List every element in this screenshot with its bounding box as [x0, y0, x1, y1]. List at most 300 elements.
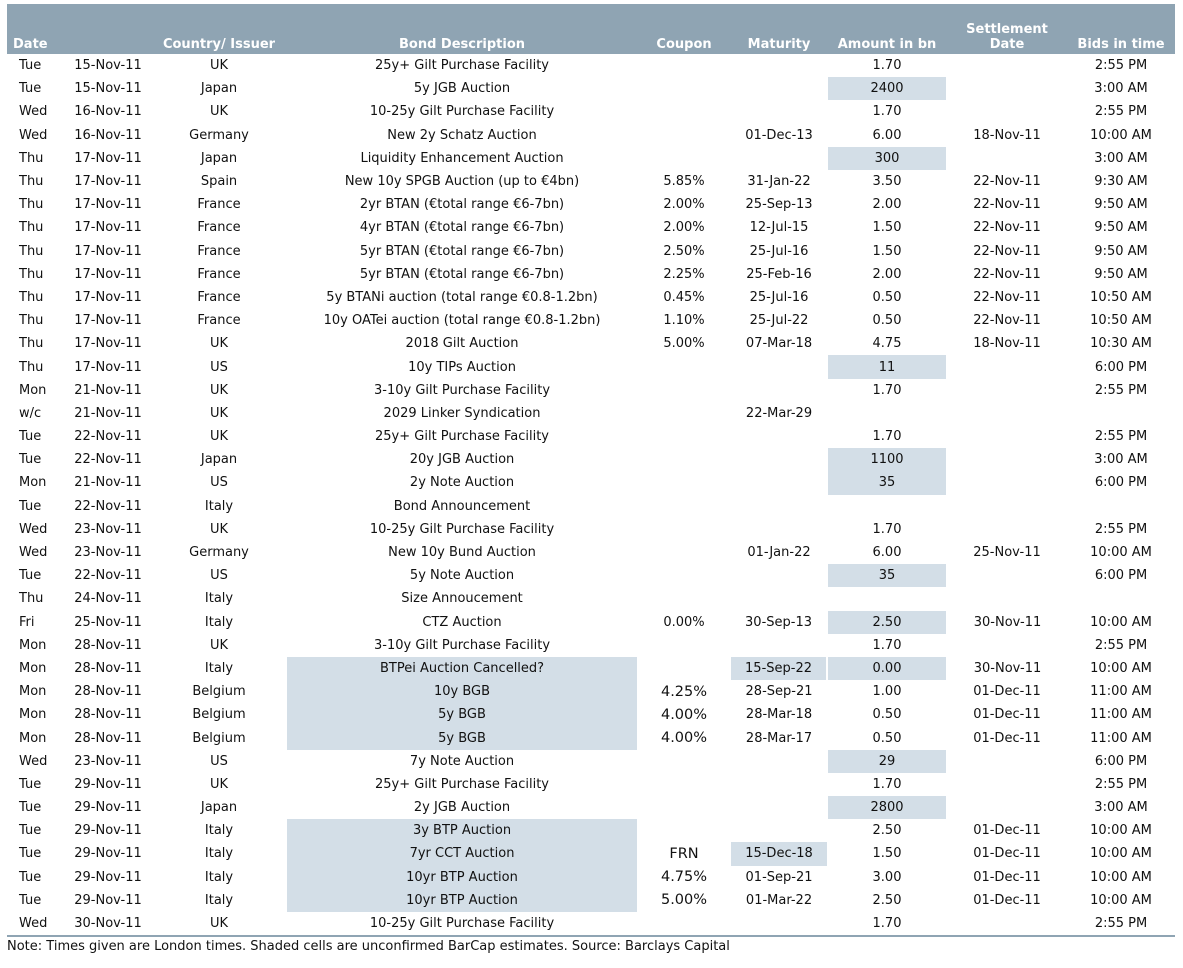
- cell-issuer: France: [197, 220, 241, 236]
- cell-issuer: Italy: [204, 591, 234, 607]
- cell-description: 10-25y Gilt Purchase Facility: [369, 521, 555, 537]
- cell-maturity: [731, 750, 827, 773]
- cell-day: Tue: [19, 568, 42, 584]
- cell-amount: 1.70: [872, 429, 902, 445]
- cell-settlement: 22-Nov-11: [973, 243, 1041, 259]
- cell-description: 7y Note Auction: [409, 753, 515, 769]
- cell-day: Tue: [19, 823, 42, 839]
- cell-bids-time: 2:55 PM: [1094, 382, 1148, 398]
- cell-day: Thu: [19, 591, 44, 607]
- cell-bids-time: 3:00 AM: [1094, 150, 1148, 166]
- cell-maturity: [731, 773, 827, 796]
- cell-amount: 0.50: [872, 730, 902, 746]
- cell-issuer: Italy: [204, 823, 234, 839]
- cell-issuer: France: [197, 197, 241, 213]
- table-row: [7, 332, 1175, 355]
- cell-amount: [827, 495, 947, 518]
- cell-bids-time: 9:30 AM: [1094, 174, 1148, 190]
- cell-coupon: [637, 796, 731, 819]
- cell-bids-time: [1067, 402, 1175, 425]
- cell-maturity: 22-Mar-29: [745, 405, 813, 421]
- cell-day: Tue: [19, 800, 42, 816]
- cell-maturity: [731, 912, 827, 935]
- cell-settlement: [947, 355, 1067, 378]
- cell-bids-time: 2:55 PM: [1094, 58, 1148, 74]
- table-row: [7, 912, 1175, 935]
- cell-description: 10y OATei auction (total range €0.8-1.2bn): [323, 313, 601, 329]
- table-row: [7, 425, 1175, 448]
- cell-day: Tue: [19, 498, 42, 514]
- cell-bids-time: 6:00 PM: [1094, 568, 1148, 584]
- cell-settlement: [947, 471, 1067, 494]
- cell-day: Tue: [19, 58, 42, 74]
- cell-issuer: UK: [209, 637, 229, 653]
- cell-day: Thu: [19, 150, 44, 166]
- table-row: [7, 240, 1175, 263]
- cell-maturity: 01-Dec-13: [745, 127, 813, 143]
- cell-issuer: Belgium: [192, 684, 246, 700]
- cell-coupon: [637, 587, 731, 610]
- cell-bids-time: 2:55 PM: [1094, 104, 1148, 120]
- cell-maturity: 15-Sep-22: [731, 657, 827, 680]
- cell-maturity: 15-Dec-18: [731, 842, 827, 865]
- cell-maturity: [731, 796, 827, 819]
- cell-description: New 2y Schatz Auction: [387, 127, 537, 143]
- cell-settlement: [947, 518, 1067, 541]
- cell-settlement: [947, 448, 1067, 471]
- cell-amount: 1.70: [872, 104, 902, 120]
- cell-maturity: 25-Feb-16: [746, 266, 812, 282]
- table-row: [7, 703, 1175, 726]
- cell-date: 17-Nov-11: [74, 266, 142, 282]
- cell-day: Thu: [19, 266, 44, 282]
- cell-settlement: [947, 796, 1067, 819]
- cell-settlement: 18-Nov-11: [973, 336, 1041, 352]
- cell-maturity: 07-Mar-18: [745, 336, 813, 352]
- cell-date: 29-Nov-11: [74, 869, 142, 885]
- cell-coupon: FRN: [669, 845, 699, 862]
- cell-description: Bond Announcement: [393, 498, 531, 514]
- cell-description: 25y+ Gilt Purchase Facility: [375, 776, 549, 792]
- cell-bids-time: 10:00 AM: [1090, 614, 1152, 630]
- table-row: [7, 657, 1175, 680]
- cell-amount: 3.00: [872, 869, 902, 885]
- cell-amount: 0.50: [872, 289, 902, 305]
- cell-bids-time: 6:00 PM: [1094, 753, 1148, 769]
- cell-description: 5y BGB: [287, 726, 637, 749]
- cell-amount: 300: [827, 147, 947, 170]
- cell-amount: 11: [827, 355, 947, 378]
- cell-maturity: [731, 54, 827, 77]
- cell-date: 17-Nov-11: [74, 313, 142, 329]
- cell-bids-time: 3:00 AM: [1094, 452, 1148, 468]
- cell-issuer: Japan: [200, 800, 238, 816]
- cell-issuer: Spain: [200, 174, 238, 190]
- header-date: Date: [7, 8, 151, 54]
- table-bottom-rule: [7, 935, 1175, 937]
- cell-maturity: [731, 587, 827, 610]
- cell-bids-time: 10:00 AM: [1090, 660, 1152, 676]
- cell-day: Fri: [19, 614, 35, 630]
- cell-issuer: Italy: [204, 614, 234, 630]
- cell-bids-time: 10:50 AM: [1090, 313, 1152, 329]
- header-issuer: Country/ Issuer: [151, 8, 287, 54]
- table-row: [7, 147, 1175, 170]
- table-row: [7, 541, 1175, 564]
- table-row: [7, 286, 1175, 309]
- cell-issuer: Italy: [204, 846, 234, 862]
- cell-maturity: 12-Jul-15: [749, 220, 809, 236]
- cell-coupon: 5.00%: [663, 336, 705, 352]
- cell-coupon: [637, 425, 731, 448]
- table-row: [7, 611, 1175, 634]
- table-row: [7, 263, 1175, 286]
- table-row: [7, 564, 1175, 587]
- cell-amount: 1.70: [872, 382, 902, 398]
- cell-day: Mon: [19, 660, 47, 676]
- table-row: [7, 587, 1175, 610]
- cell-day: Thu: [19, 359, 44, 375]
- cell-coupon: [637, 448, 731, 471]
- cell-maturity: [731, 495, 827, 518]
- cell-amount: 1.70: [872, 58, 902, 74]
- cell-day: Tue: [19, 429, 42, 445]
- cell-description: 5y Note Auction: [409, 568, 515, 584]
- cell-issuer: Italy: [204, 660, 234, 676]
- cell-day: Wed: [19, 127, 48, 143]
- cell-amount: 2.50: [872, 892, 902, 908]
- cell-day: Tue: [19, 452, 42, 468]
- cell-issuer: US: [210, 568, 228, 584]
- cell-description: BTPei Auction Cancelled?: [287, 657, 637, 680]
- cell-description: 10y BGB: [287, 680, 637, 703]
- cell-settlement: [947, 402, 1067, 425]
- cell-bids-time: 2:55 PM: [1094, 521, 1148, 537]
- cell-issuer: Belgium: [192, 730, 246, 746]
- cell-amount: 29: [827, 750, 947, 773]
- cell-date: 30-Nov-11: [74, 916, 142, 932]
- cell-coupon: [637, 773, 731, 796]
- table-header: [7, 8, 1175, 54]
- cell-description: Liquidity Enhancement Auction: [360, 150, 564, 166]
- table-row: [7, 379, 1175, 402]
- cell-maturity: [731, 564, 827, 587]
- table-row: [7, 402, 1175, 425]
- cell-maturity: 25-Jul-22: [749, 313, 809, 329]
- cell-day: Wed: [19, 545, 48, 561]
- cell-description: 5yr BTAN (€total range €6-7bn): [359, 243, 565, 259]
- cell-description: 2y JGB Auction: [413, 800, 511, 816]
- cell-maturity: [731, 425, 827, 448]
- cell-settlement: [947, 100, 1067, 123]
- cell-amount: 6.00: [872, 545, 902, 561]
- cell-maturity: 01-Mar-22: [745, 892, 813, 908]
- table-row: [7, 54, 1175, 77]
- cell-maturity: 01-Sep-21: [745, 869, 813, 885]
- cell-settlement: 22-Nov-11: [973, 174, 1041, 190]
- table-row: [7, 170, 1175, 193]
- cell-coupon: 0.00%: [663, 614, 705, 630]
- cell-coupon: 1.10%: [663, 313, 705, 329]
- cell-coupon: 5.85%: [663, 174, 705, 190]
- cell-coupon: [637, 634, 731, 657]
- cell-amount: 1.00: [872, 684, 902, 700]
- cell-settlement: 01-Dec-11: [973, 707, 1041, 723]
- cell-settlement: [947, 495, 1067, 518]
- cell-description: Size Annoucement: [401, 591, 523, 607]
- cell-bids-time: 3:00 AM: [1094, 81, 1148, 97]
- cell-maturity: 28-Sep-21: [745, 684, 813, 700]
- cell-date: 23-Nov-11: [74, 521, 142, 537]
- cell-coupon: 2.50%: [663, 243, 705, 259]
- cell-settlement: 01-Dec-11: [973, 823, 1041, 839]
- table-row: [7, 100, 1175, 123]
- header-description: Bond Description: [287, 8, 637, 54]
- header-bids-time: Bids in time: [1067, 8, 1175, 54]
- cell-description: 2018 Gilt Auction: [405, 336, 519, 352]
- table-row: [7, 842, 1175, 865]
- cell-issuer: UK: [209, 916, 229, 932]
- cell-description: 3y BTP Auction: [287, 819, 637, 842]
- cell-amount: 2400: [827, 77, 947, 100]
- cell-date: 29-Nov-11: [74, 823, 142, 839]
- cell-settlement: 30-Nov-11: [973, 660, 1042, 676]
- cell-day: Thu: [19, 220, 44, 236]
- cell-coupon: [637, 379, 731, 402]
- table-row: [7, 471, 1175, 494]
- cell-date: 28-Nov-11: [74, 707, 142, 723]
- cell-date: 23-Nov-11: [74, 753, 142, 769]
- cell-amount: 1.70: [872, 521, 902, 537]
- cell-settlement: 01-Dec-11: [973, 730, 1041, 746]
- cell-bids-time: 10:00 AM: [1090, 869, 1152, 885]
- table-row: [7, 518, 1175, 541]
- cell-amount: 2.00: [872, 197, 902, 213]
- cell-day: Wed: [19, 104, 48, 120]
- cell-day: Thu: [19, 174, 44, 190]
- cell-maturity: 28-Mar-18: [745, 707, 813, 723]
- cell-settlement: [947, 564, 1067, 587]
- table-row: [7, 448, 1175, 471]
- cell-description: 2029 Linker Syndication: [383, 405, 541, 421]
- cell-day: Thu: [19, 197, 44, 213]
- cell-date: 28-Nov-11: [74, 660, 142, 676]
- cell-issuer: Japan: [200, 150, 238, 166]
- cell-issuer: UK: [209, 429, 229, 445]
- cell-amount: [827, 587, 947, 610]
- cell-settlement: [947, 587, 1067, 610]
- cell-issuer: France: [197, 266, 241, 282]
- cell-maturity: [731, 100, 827, 123]
- cell-day: Mon: [19, 637, 47, 653]
- cell-day: Mon: [19, 684, 47, 700]
- cell-bids-time: 10:50 AM: [1090, 289, 1152, 305]
- cell-description: 25y+ Gilt Purchase Facility: [375, 58, 549, 74]
- header-settlement: Settlement Date: [947, 8, 1067, 54]
- cell-date: 29-Nov-11: [74, 892, 142, 908]
- cell-date: 28-Nov-11: [74, 730, 142, 746]
- cell-settlement: 01-Dec-11: [973, 846, 1041, 862]
- cell-settlement: [947, 750, 1067, 773]
- cell-date: 17-Nov-11: [74, 174, 142, 190]
- cell-date: 29-Nov-11: [74, 776, 142, 792]
- cell-settlement: [947, 147, 1067, 170]
- cell-settlement: [947, 54, 1067, 77]
- cell-amount: 1.70: [872, 776, 902, 792]
- cell-bids-time: 2:55 PM: [1094, 776, 1148, 792]
- cell-coupon: [637, 402, 731, 425]
- cell-description: 20y JGB Auction: [409, 452, 515, 468]
- cell-date: 16-Nov-11: [74, 127, 142, 143]
- cell-coupon: [637, 564, 731, 587]
- cell-description: 4yr BTAN (€total range €6-7bn): [359, 220, 565, 236]
- cell-issuer: Japan: [200, 81, 238, 97]
- cell-date: 22-Nov-11: [74, 568, 142, 584]
- cell-date: 22-Nov-11: [74, 429, 142, 445]
- cell-amount: 6.00: [872, 127, 902, 143]
- cell-settlement: [947, 773, 1067, 796]
- cell-date: 15-Nov-11: [74, 81, 142, 97]
- cell-amount: 2.50: [827, 611, 947, 634]
- header-maturity: Maturity: [731, 8, 827, 54]
- cell-maturity: [731, 379, 827, 402]
- cell-date: 22-Nov-11: [74, 498, 142, 514]
- cell-date: 17-Nov-11: [74, 336, 142, 352]
- cell-day: w/c: [19, 405, 42, 421]
- cell-amount: 0.00: [827, 657, 947, 680]
- cell-bids-time: 10:30 AM: [1090, 336, 1152, 352]
- cell-maturity: 30-Sep-13: [745, 614, 812, 630]
- cell-coupon: [637, 819, 731, 842]
- cell-bids-time: 3:00 AM: [1094, 800, 1148, 816]
- cell-issuer: UK: [209, 382, 229, 398]
- cell-issuer: France: [197, 243, 241, 259]
- cell-coupon: 4.00%: [660, 706, 708, 723]
- cell-bids-time: 2:55 PM: [1094, 637, 1148, 653]
- cell-issuer: UK: [209, 58, 229, 74]
- cell-day: Mon: [19, 730, 47, 746]
- cell-amount: 35: [827, 471, 947, 494]
- cell-description: 5y BGB: [287, 703, 637, 726]
- cell-maturity: 31-Jan-22: [747, 174, 811, 190]
- table-row: [7, 634, 1175, 657]
- cell-amount: 1100: [827, 448, 947, 471]
- cell-settlement: 22-Nov-11: [973, 266, 1041, 282]
- auction-table: [7, 8, 1175, 935]
- cell-amount: 0.50: [872, 707, 902, 723]
- cell-description: 7yr CCT Auction: [287, 842, 637, 865]
- cell-description: 3-10y Gilt Purchase Facility: [373, 382, 551, 398]
- cell-description: 5yr BTAN (€total range €6-7bn): [359, 266, 565, 282]
- cell-coupon: 4.00%: [660, 730, 708, 747]
- cell-bids-time: 11:00 AM: [1090, 684, 1152, 700]
- cell-day: Thu: [19, 336, 44, 352]
- cell-bids-time: 6:00 PM: [1094, 359, 1148, 375]
- cell-day: Thu: [19, 313, 44, 329]
- cell-date: 21-Nov-11: [74, 475, 142, 491]
- cell-maturity: 28-Mar-17: [745, 730, 813, 746]
- cell-day: Mon: [19, 382, 47, 398]
- cell-maturity: [731, 634, 827, 657]
- cell-description: CTZ Auction: [422, 614, 502, 630]
- cell-amount: 4.75: [872, 336, 902, 352]
- cell-day: Mon: [19, 707, 47, 723]
- cell-settlement: 30-Nov-11: [973, 614, 1042, 630]
- cell-date: 17-Nov-11: [74, 359, 142, 375]
- cell-date: 29-Nov-11: [74, 846, 142, 862]
- cell-date: 22-Nov-11: [74, 452, 142, 468]
- cell-settlement: 22-Nov-11: [973, 220, 1041, 236]
- table-row: [7, 216, 1175, 239]
- table-row: [7, 355, 1175, 378]
- cell-description: 10yr BTP Auction: [287, 889, 637, 912]
- table-row: [7, 77, 1175, 100]
- cell-bids-time: 2:55 PM: [1094, 916, 1148, 932]
- footnote: Note: Times given are London times. Shaded cells are unconfirmed BarCap estimates. Source: Barclays Capital: [7, 939, 730, 954]
- cell-bids-time: 10:00 AM: [1090, 127, 1152, 143]
- cell-date: 15-Nov-11: [74, 58, 142, 74]
- cell-day: Tue: [19, 892, 42, 908]
- cell-description: 10-25y Gilt Purchase Facility: [369, 916, 555, 932]
- cell-amount: 1.70: [872, 637, 902, 653]
- cell-day: Mon: [19, 475, 47, 491]
- cell-maturity: [731, 448, 827, 471]
- cell-description: New 10y SPGB Auction (up to €4bn): [344, 174, 580, 190]
- cell-coupon: [637, 750, 731, 773]
- cell-amount: 1.70: [872, 916, 902, 932]
- cell-date: 28-Nov-11: [74, 637, 142, 653]
- cell-issuer: Belgium: [192, 707, 246, 723]
- cell-coupon: [637, 100, 731, 123]
- cell-issuer: Italy: [204, 498, 234, 514]
- cell-issuer: France: [197, 313, 241, 329]
- cell-description: 2yr BTAN (€total range €6-7bn): [359, 197, 565, 213]
- cell-coupon: 4.75%: [660, 869, 708, 886]
- cell-description: 10y TIPs Auction: [408, 359, 516, 375]
- cell-coupon: [637, 657, 731, 680]
- cell-maturity: [731, 77, 827, 100]
- cell-settlement: [947, 425, 1067, 448]
- cell-description: 3-10y Gilt Purchase Facility: [373, 637, 551, 653]
- cell-description: New 10y Bund Auction: [388, 545, 536, 561]
- cell-coupon: 5.00%: [660, 892, 708, 909]
- table-row: [7, 193, 1175, 216]
- cell-coupon: [637, 495, 731, 518]
- cell-coupon: [637, 912, 731, 935]
- cell-issuer: France: [197, 289, 241, 305]
- cell-issuer: Germany: [189, 127, 249, 143]
- cell-coupon: [637, 77, 731, 100]
- cell-description: 5y JGB Auction: [413, 81, 511, 97]
- cell-maturity: [731, 147, 827, 170]
- table-row: [7, 124, 1175, 147]
- cell-issuer: US: [210, 475, 228, 491]
- table-row: [7, 773, 1175, 796]
- cell-day: Thu: [19, 289, 44, 305]
- cell-day: Wed: [19, 753, 48, 769]
- cell-bids-time: 11:00 AM: [1090, 707, 1152, 723]
- table-row: [7, 680, 1175, 703]
- cell-amount: 1.50: [872, 243, 902, 259]
- cell-amount: 2800: [827, 796, 947, 819]
- cell-coupon: [637, 471, 731, 494]
- cell-coupon: 0.45%: [663, 289, 705, 305]
- cell-maturity: [731, 518, 827, 541]
- cell-settlement: [947, 77, 1067, 100]
- cell-date: 21-Nov-11: [74, 405, 142, 421]
- cell-description: 5y BTANi auction (total range €0.8-1.2bn): [326, 289, 598, 305]
- cell-bids-time: 10:00 AM: [1090, 545, 1152, 561]
